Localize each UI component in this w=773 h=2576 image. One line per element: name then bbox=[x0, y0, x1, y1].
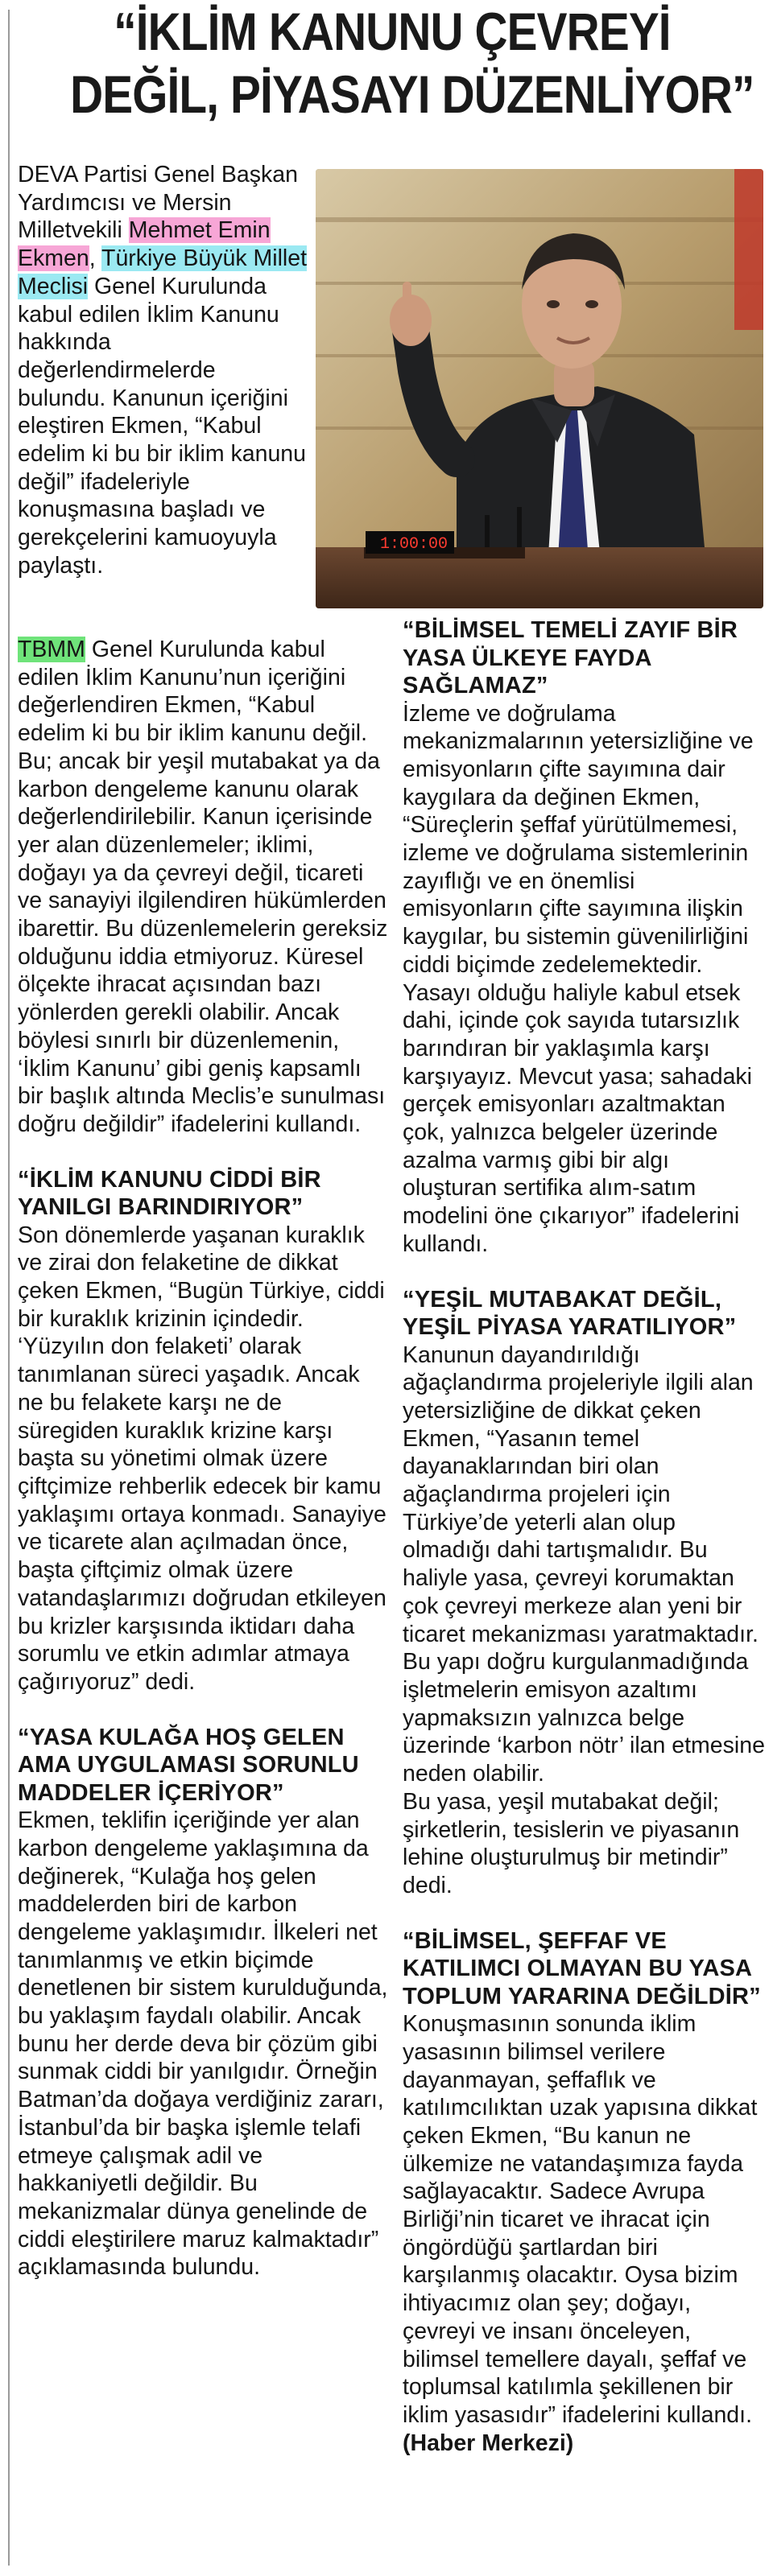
paragraph-scientific-basis: İzleme ve doğrulama mekanizmalarının yetersizliğine ve emisyonların çifte sayımına dair kaygılara da değinen Ekmen, “Süreçlerin şeffaf yürütülmemesi, izleme ve doğrulama sistemlerinin zayıflığı ve en önemlisi emisyonların çifte sayımına ilişkin kaygılar, bu sistemin güvenilirliğini ciddi biçimde zedelemektedir. Yasayı olduğu haliyle kabul etsek dahi, içinde çok sayıda tutarsızlık barındıran bir yaklaşımla karşı karşıyayız. Mevcut yasa; sahadaki gerçek emisyonları azaltmaktan çok, yalnızca belgeler üzerinde azalma varmış gibi bir algı oluşturan sertifika alım-satım modelini öne çıkarıyor” ifadelerini kullandı. bbox=[403, 700, 754, 1257]
subheading-green-market: “YEŞİL MUTABAKAT DEĞİL, YEŞİL PİYASA YARATILIYOR” bbox=[403, 1286, 737, 1341]
right-column bbox=[403, 616, 767, 2457]
subheading-carbon-offset: “YASA KULAĞA HOŞ GELEN AMA UYGULAMASI SORUNLU MADDELER İÇERİYOR” bbox=[18, 1724, 359, 1806]
subheading-scientific-basis: “BİLİMSEL TEMELİ ZAYIF BİR YASA ÜLKEYE FAYDA SAĞLAMAZ” bbox=[403, 617, 738, 699]
paragraph-public-interest-text: Konuşmasının sonunda iklim yasasının bilimsel verilere dayanmayan, şeffaflık ve katılımcılıktan uzak yapısına dikkat çeken Ekmen, “Bu kanun ne ülkemize ne vatandaşımıza fayda sağlayacaktır. Sadece Avrupa Birliği’nin ticaret ve ihracat için öngördüğü şartlardan biri karşılanmış olacaktır. Oysa bizim ihtiyacımız olan şey; doğayı, çevreyi ve insanı önceleyen, bilimsel temellere dayalı, şeffaf ve toplumsal katılımla şekillenen bir iklim yasasıdır” ifadelerini kullandı. bbox=[403, 2011, 758, 2428]
paragraph-carbon-offset: Ekmen, teklifin içeriğinde yer alan karbon dengeleme yaklaşımına da değinerek, “Kulağa hoş gelen maddelerden biri de karbon dengeleme yaklaşımıdır. İlkeleri net tanımlanmış ve etkin biçimde denetlenen bir sistem kurulduğunda, bu yaklaşım faydalı olabilir. Ancak bunu her derde deva bir çözüm gibi sunmak ciddi bir yanılgıdır. Örneğin Batman’da doğaya verdiğiniz zararı, İstanbul’da bir başka işlemle telafi etmeye çalışmak adil ve hakkaniyetli değildir. Bu mekanizmalar dünya genelinde de ciddi eleştirilere maruz kalmaktadır” açıklamasında bulundu. bbox=[18, 1807, 388, 2281]
highlight-name: Mehmet Emin Ekmen bbox=[18, 217, 271, 272]
intro-text-start: DEVA Partisi Genel Başkan Yardımcısı ve Mersin Milletvekili bbox=[18, 162, 298, 244]
subheading-public-interest: “BİLİMSEL, ŞEFFAF VE KATILIMCI OLMAYAN BU YASA TOPLUM YARARINA DEĞİLDİR” bbox=[403, 1927, 761, 2009]
headline-line-2: DEĞİL, PİYASAYI DÜZENLİYOR” bbox=[70, 64, 754, 124]
column-rule bbox=[8, 10, 10, 2566]
intro-separator: , bbox=[89, 245, 102, 272]
byline: (Haber Merkezi) bbox=[403, 2430, 574, 2456]
speaker-photo bbox=[316, 169, 763, 608]
paragraph-green-market-end: Bu yasa, yeşil mutabakat değil; şirketlerin, tesislerin ve piyasanın lehine oluşturulmuş bir metindir” dedi. bbox=[403, 1788, 740, 1898]
headline-line-1: “İKLİM KANUNU ÇEVREYİ bbox=[114, 2, 671, 61]
headline bbox=[70, 0, 754, 126]
screen-counter: 1:00:00 bbox=[380, 535, 449, 554]
paragraph-public-interest bbox=[403, 2010, 767, 2457]
subheading-drought: “İKLİM KANUNU CİDDİ BİR YANILGI BARINDIRIYOR” bbox=[18, 1166, 321, 1221]
paragraph-green-market: Kanunun dayandırıldığı ağaçlandırma projeleriyle ilgili alan yetersizliğine de dikkat çeken Ekmen, “Yasanın temel dayanaklarından biri olan ağaçlandırma projeleri için Türkiye’de yeterli alan olup olmadığı dahi tartışmalıdır. Bu haliyle yasa, çevreyi korumaktan çok çevreyi merkeze alan yeni bir ticaret mekanizması yaratmaktadır. Bu yapı doğru kurgulanmadığında işletmelerin emisyon azaltımı yapmaksızın yalnızca belge üzerinde ‘karbon nötr’ ilan etmesine neden olabilir. bbox=[403, 1342, 765, 1787]
paragraph-1-text: Genel Kurulunda kabul edilen İklim Kanunu’nun içeriğini değerlendiren Ekmen, “Kabul edelim ki bu bir iklim kanunu değil. Bu; ancak bir yeşil mutabakat ya da karbon dengeleme kanunu olarak değerlendirilebilir. Kanun içerisinde yer alan düzenlemeler; iklimi, doğayı ya da çevreyi değil, ticareti ve sanayiyi ilgilendiren hükümlerden ibarettir. Bu düzenlemelerin gereksiz olduğunu iddia etmiyoruz. Küresel ölçekte ihracat açısından bazı yönlerden gerekli olabilir. Ancak böylesi sınırlı bir düzenlemenin, ‘İklim Kanunu’ gibi geniş kapsamlı bir başlık altında Meclis’e sunulması doğru değildir” ifadelerini kullandı. bbox=[18, 637, 388, 1137]
paragraph-drought: Son dönemlerde yaşanan kuraklık ve zirai don felaketine de dikkat çeken Ekmen, “Bugün Türkiye, ciddi bir kuraklık krizinin içindedir. ‘Yüzyılın don felaketi’ olarak tanımlanan süreci yaşadık. Ancak ne bu felakete karşı ne de süregiden kuraklık krizine karşı başta su yönetimi olmak üzere çiftçimize rehberlik edecek bir kamu yaklaşımı ortaya konmadı. Sanayiye ve ticarete alan açılmadan önce, başta çiftçimiz olmak üzere vatandaşlarımızı doğrudan etkileyen bu krizler karşısında iktidarı daha sorumlu ve etkin adımlar atmaya çağırıyoruz” dedi. bbox=[18, 1222, 386, 1695]
intro-paragraph bbox=[18, 161, 308, 580]
intro-text-end: Genel Kurulunda kabul edilen İklim Kanunu hakkında değerlendirmelerde bulundu. Kanunun içeriğini eleştiren Ekmen, “Kabul edelim ki bu bir iklim kanunu değil” ifadeleriyle konuşmasına başladı ve gerekçelerini kamuoyuyla paylaştı. bbox=[18, 273, 306, 579]
highlight-parliament: Türkiye Büyük Millet Meclisi bbox=[18, 245, 308, 299]
paragraph-1 bbox=[18, 636, 388, 1139]
highlight-tbmm: TBMM bbox=[18, 637, 85, 662]
left-column bbox=[18, 636, 388, 2281]
